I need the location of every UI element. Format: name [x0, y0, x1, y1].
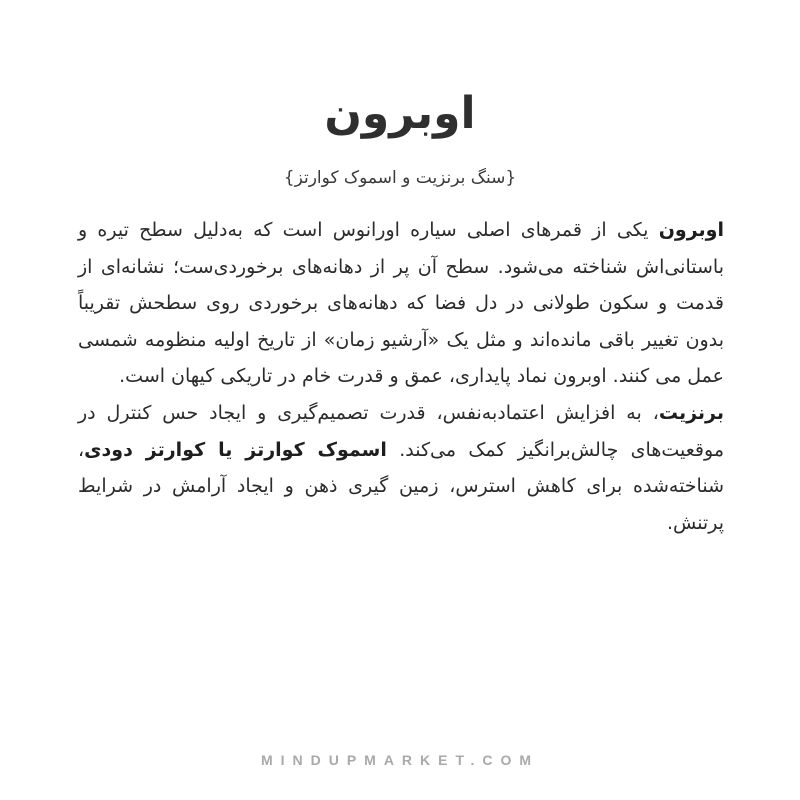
paragraph-smoky-quartz-text: ، شناخته‌شده برای کاهش استرس، زمین گیری ذهن و ایجاد آرامش در شرایط پرتنش. — [78, 438, 724, 534]
body-text — [78, 212, 724, 541]
term-bronzite: برنزیت — [658, 401, 724, 424]
paragraph-bronzite-text: ، به افزایش اعتمادبه‌نفس، قدرت تصمیم‌گیری و ایجاد حس کنترل در موقعیت‌های چالش‌برانگیز کمک می‌کند. — [78, 401, 724, 461]
footer-website: MINDUPMARKET.COM — [260, 752, 540, 768]
paragraph-stones — [78, 395, 724, 541]
page-subtitle: {سنگ برنزیت و اسموک کوارتز} — [283, 168, 517, 188]
term-smoky-quartz: اسموک کوارتز یا کوارتز دودی — [84, 438, 387, 461]
term-oberon: اوبرون — [658, 219, 724, 241]
paragraph-oberon — [78, 212, 724, 395]
page-title: اوبرون — [324, 88, 476, 139]
paragraph-oberon-text: یکی از قمرهای اصلی سیاره اورانوس است که به‌دلیل سطح تیره و باستانی‌اش شناخته می‌شود. سطح آن پر از دهانه‌های برخوردی‌ست؛ نشانه‌ای از قدمت و سکون طولانی در دل فضا که دهانه‌های برخوردی روی سطحش تقریباً بدون تغییر باقی مانده‌اند و مثل یک «آرشیو زمان» از تاریخ اولیه منظومه شمسی عمل می کنند. اوبرون نماد پایداری، عمق و قدرت خام در تاریکی کیهان است. — [78, 219, 724, 388]
